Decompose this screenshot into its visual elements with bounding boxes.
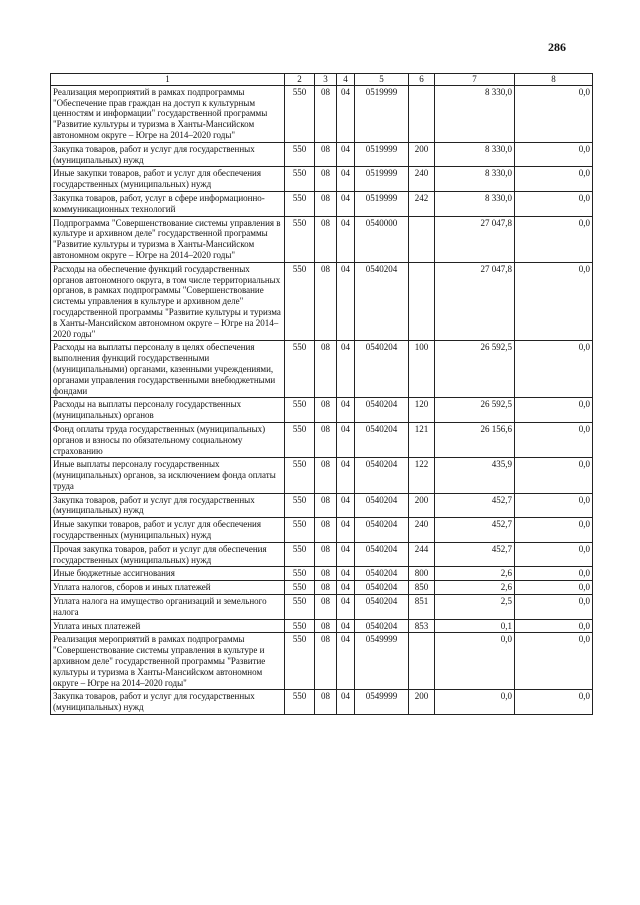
cell-amount-other: 0,0 <box>515 341 593 398</box>
row-description: Закупка товаров, работ и услуг для государственных (муниципальных) нужд <box>51 493 285 518</box>
cell-amount-other: 0,0 <box>515 595 593 620</box>
cell-amount-other: 0,0 <box>515 542 593 567</box>
row-description: Уплата налогов, сборов и иных платежей <box>51 581 285 595</box>
row-description: Иные выплаты персоналу государственных (муниципальных) органов, за исключением фонда оплаты труда <box>51 458 285 493</box>
cell-code-target: 0540204 <box>355 619 409 633</box>
cell-amount-other: 0,0 <box>515 422 593 457</box>
table-row <box>51 690 593 715</box>
cell-code-target: 0540204 <box>355 458 409 493</box>
table-row <box>51 167 593 192</box>
table-row <box>51 341 593 398</box>
cell-code-expense-type: 242 <box>409 191 435 216</box>
cell-code-target: 0519999 <box>355 167 409 192</box>
row-description: Закупка товаров, работ, услуг в сфере информационно-коммуникационных технологий <box>51 191 285 216</box>
cell-code-section: 08 <box>315 633 337 690</box>
cell-code-target: 0540204 <box>355 542 409 567</box>
cell-amount: 8 330,0 <box>435 167 515 192</box>
cell-code-target: 0519999 <box>355 191 409 216</box>
table-row <box>51 422 593 457</box>
cell-code-main: 550 <box>285 142 315 167</box>
cell-code-target: 0540204 <box>355 567 409 581</box>
cell-code-main: 550 <box>285 341 315 398</box>
cell-code-section: 08 <box>315 191 337 216</box>
cell-code-expense-type <box>409 262 435 341</box>
row-description: Закупка товаров, работ и услуг для государственных (муниципальных) нужд <box>51 690 285 715</box>
cell-code-section: 08 <box>315 341 337 398</box>
cell-amount: 8 330,0 <box>435 142 515 167</box>
cell-amount: 452,7 <box>435 542 515 567</box>
table-row <box>51 518 593 543</box>
cell-code-main: 550 <box>285 581 315 595</box>
cell-amount-other: 0,0 <box>515 581 593 595</box>
row-description: Уплата налога на имущество организаций и земельного налога <box>51 595 285 620</box>
cell-code-subsection: 04 <box>337 567 355 581</box>
cell-code-expense-type: 853 <box>409 619 435 633</box>
cell-code-section: 08 <box>315 518 337 543</box>
row-description: Расходы на выплаты персоналу государственных (муниципальных) органов <box>51 398 285 423</box>
page-number: 286 <box>548 40 566 54</box>
row-description: Расходы на выплаты персоналу в целях обеспечения выполнения функций государственными (муниципальными) органами, казенными учреждениями, органами управления государственными внебюджетными фондами <box>51 341 285 398</box>
cell-code-target: 0519999 <box>355 85 409 142</box>
cell-code-section: 08 <box>315 690 337 715</box>
cell-code-target: 0540204 <box>355 262 409 341</box>
cell-code-target: 0540204 <box>355 398 409 423</box>
cell-code-section: 08 <box>315 619 337 633</box>
cell-amount: 0,1 <box>435 619 515 633</box>
table-row <box>51 262 593 341</box>
cell-code-target: 0540000 <box>355 216 409 262</box>
cell-code-expense-type: 100 <box>409 341 435 398</box>
cell-amount: 27 047,8 <box>435 262 515 341</box>
cell-code-target: 0540204 <box>355 518 409 543</box>
table-row <box>51 581 593 595</box>
cell-code-subsection: 04 <box>337 167 355 192</box>
table-row <box>51 619 593 633</box>
cell-code-expense-type <box>409 85 435 142</box>
cell-code-subsection: 04 <box>337 398 355 423</box>
table-row <box>51 458 593 493</box>
cell-code-section: 08 <box>315 542 337 567</box>
cell-code-main: 550 <box>285 85 315 142</box>
cell-amount: 452,7 <box>435 493 515 518</box>
cell-code-subsection: 04 <box>337 216 355 262</box>
cell-code-section: 08 <box>315 458 337 493</box>
cell-code-subsection: 04 <box>337 542 355 567</box>
cell-amount-other: 0,0 <box>515 518 593 543</box>
cell-code-target: 0540204 <box>355 493 409 518</box>
cell-amount-other: 0,0 <box>515 191 593 216</box>
cell-code-subsection: 04 <box>337 458 355 493</box>
table-header-row <box>51 74 593 86</box>
cell-code-main: 550 <box>285 690 315 715</box>
cell-amount: 2,6 <box>435 581 515 595</box>
table-row <box>51 567 593 581</box>
cell-code-expense-type: 200 <box>409 690 435 715</box>
cell-code-section: 08 <box>315 398 337 423</box>
cell-amount: 435,9 <box>435 458 515 493</box>
column-header: 5 <box>355 74 409 86</box>
budget-table <box>50 73 593 715</box>
cell-code-main: 550 <box>285 518 315 543</box>
cell-amount: 2,5 <box>435 595 515 620</box>
cell-code-main: 550 <box>285 493 315 518</box>
cell-code-expense-type: 121 <box>409 422 435 457</box>
cell-amount-other: 0,0 <box>515 633 593 690</box>
cell-code-main: 550 <box>285 542 315 567</box>
cell-code-section: 08 <box>315 493 337 518</box>
cell-code-expense-type: 240 <box>409 518 435 543</box>
cell-code-target: 0540204 <box>355 595 409 620</box>
cell-code-main: 550 <box>285 167 315 192</box>
cell-code-expense-type <box>409 216 435 262</box>
cell-amount-other: 0,0 <box>515 458 593 493</box>
column-header: 7 <box>435 74 515 86</box>
cell-code-expense-type <box>409 633 435 690</box>
cell-code-expense-type: 850 <box>409 581 435 595</box>
cell-amount-other: 0,0 <box>515 85 593 142</box>
cell-amount-other: 0,0 <box>515 690 593 715</box>
table-row <box>51 216 593 262</box>
cell-code-section: 08 <box>315 595 337 620</box>
cell-code-main: 550 <box>285 398 315 423</box>
table-row <box>51 398 593 423</box>
cell-code-section: 08 <box>315 216 337 262</box>
cell-code-section: 08 <box>315 142 337 167</box>
cell-amount-other: 0,0 <box>515 398 593 423</box>
cell-code-section: 08 <box>315 167 337 192</box>
cell-amount: 26 592,5 <box>435 341 515 398</box>
cell-amount-other: 0,0 <box>515 142 593 167</box>
cell-code-subsection: 04 <box>337 633 355 690</box>
table-row <box>51 191 593 216</box>
cell-code-expense-type: 200 <box>409 493 435 518</box>
row-description: Расходы на обеспечение функций государственных органов автономного округа, в том числе территориальных органов, в рамках подпрограммы "Совершенствование системы управления в культуре и архивном деле" государственной программы "Развитие культуры и туризма в Ханты-Мансийском автономном округе – Югре на 2014–2020 годы" <box>51 262 285 341</box>
cell-code-expense-type: 240 <box>409 167 435 192</box>
cell-amount: 26 592,5 <box>435 398 515 423</box>
cell-amount: 26 156,6 <box>435 422 515 457</box>
cell-code-main: 550 <box>285 633 315 690</box>
cell-code-subsection: 04 <box>337 142 355 167</box>
table-row <box>51 493 593 518</box>
cell-amount-other: 0,0 <box>515 493 593 518</box>
cell-code-target: 0540204 <box>355 341 409 398</box>
cell-code-target: 0549999 <box>355 690 409 715</box>
cell-code-main: 550 <box>285 216 315 262</box>
cell-amount: 452,7 <box>435 518 515 543</box>
cell-code-main: 550 <box>285 458 315 493</box>
cell-code-target: 0519999 <box>355 142 409 167</box>
column-header: 2 <box>285 74 315 86</box>
cell-code-subsection: 04 <box>337 85 355 142</box>
cell-code-section: 08 <box>315 262 337 341</box>
cell-code-section: 08 <box>315 567 337 581</box>
column-header: 8 <box>515 74 593 86</box>
cell-code-subsection: 04 <box>337 595 355 620</box>
cell-code-main: 550 <box>285 567 315 581</box>
row-description: Иные закупки товаров, работ и услуг для обеспечения государственных (муниципальных) нужд <box>51 167 285 192</box>
cell-code-expense-type: 851 <box>409 595 435 620</box>
cell-amount: 27 047,8 <box>435 216 515 262</box>
cell-code-subsection: 04 <box>337 619 355 633</box>
cell-code-section: 08 <box>315 581 337 595</box>
table-row <box>51 542 593 567</box>
cell-code-main: 550 <box>285 191 315 216</box>
row-description: Подпрограмма "Совершенствование системы управления в культуре и архивном деле" государственной программы "Развитие культуры и туризма в Ханты-Мансийском автономном округе – Югре на 2014–2020 годы" <box>51 216 285 262</box>
row-description: Иные бюджетные ассигнования <box>51 567 285 581</box>
table-row <box>51 633 593 690</box>
table-row <box>51 142 593 167</box>
column-header: 4 <box>337 74 355 86</box>
cell-amount-other: 0,0 <box>515 167 593 192</box>
row-description: Иные закупки товаров, работ и услуг для обеспечения государственных (муниципальных) нужд <box>51 518 285 543</box>
row-description: Реализация мероприятий в рамках подпрограммы "Обеспечение прав граждан на доступ к культурным ценностям и информации" государственной программы "Развитие культуры и туризма в Ханты-Мансийском автономном округе – Югре на 2014–2020 годы" <box>51 85 285 142</box>
cell-code-expense-type: 244 <box>409 542 435 567</box>
cell-code-expense-type: 122 <box>409 458 435 493</box>
row-description: Фонд оплаты труда государственных (муниципальных) органов и взносы по обязательному социальному страхованию <box>51 422 285 457</box>
cell-code-subsection: 04 <box>337 422 355 457</box>
column-header: 1 <box>51 74 285 86</box>
cell-amount: 0,0 <box>435 690 515 715</box>
cell-code-main: 550 <box>285 422 315 457</box>
cell-code-expense-type: 800 <box>409 567 435 581</box>
cell-code-section: 08 <box>315 85 337 142</box>
cell-code-subsection: 04 <box>337 518 355 543</box>
cell-code-target: 0549999 <box>355 633 409 690</box>
cell-amount-other: 0,0 <box>515 216 593 262</box>
cell-amount-other: 0,0 <box>515 567 593 581</box>
cell-amount: 2,6 <box>435 567 515 581</box>
cell-code-main: 550 <box>285 262 315 341</box>
cell-code-main: 550 <box>285 595 315 620</box>
cell-amount: 8 330,0 <box>435 85 515 142</box>
cell-code-subsection: 04 <box>337 581 355 595</box>
cell-amount-other: 0,0 <box>515 619 593 633</box>
cell-code-expense-type: 120 <box>409 398 435 423</box>
cell-code-main: 550 <box>285 619 315 633</box>
row-description: Реализация мероприятий в рамках подпрограммы "Совершенствование системы управления в культуре и архивном деле" государственной программы "Развитие культуры и туризма в Ханты-Мансийском автономном округе – Югре на 2014–2020 годы" <box>51 633 285 690</box>
table-row <box>51 595 593 620</box>
cell-code-target: 0540204 <box>355 422 409 457</box>
table-row <box>51 85 593 142</box>
cell-code-subsection: 04 <box>337 341 355 398</box>
row-description: Закупка товаров, работ и услуг для государственных (муниципальных) нужд <box>51 142 285 167</box>
row-description: Прочая закупка товаров, работ и услуг для обеспечения государственных (муниципальных) нужд <box>51 542 285 567</box>
cell-amount-other: 0,0 <box>515 262 593 341</box>
column-header: 3 <box>315 74 337 86</box>
cell-code-target: 0540204 <box>355 581 409 595</box>
row-description: Уплата иных платежей <box>51 619 285 633</box>
cell-amount: 8 330,0 <box>435 191 515 216</box>
cell-code-section: 08 <box>315 422 337 457</box>
cell-code-subsection: 04 <box>337 493 355 518</box>
cell-code-subsection: 04 <box>337 262 355 341</box>
cell-code-subsection: 04 <box>337 690 355 715</box>
cell-code-expense-type: 200 <box>409 142 435 167</box>
column-header: 6 <box>409 74 435 86</box>
cell-code-subsection: 04 <box>337 191 355 216</box>
cell-amount: 0,0 <box>435 633 515 690</box>
